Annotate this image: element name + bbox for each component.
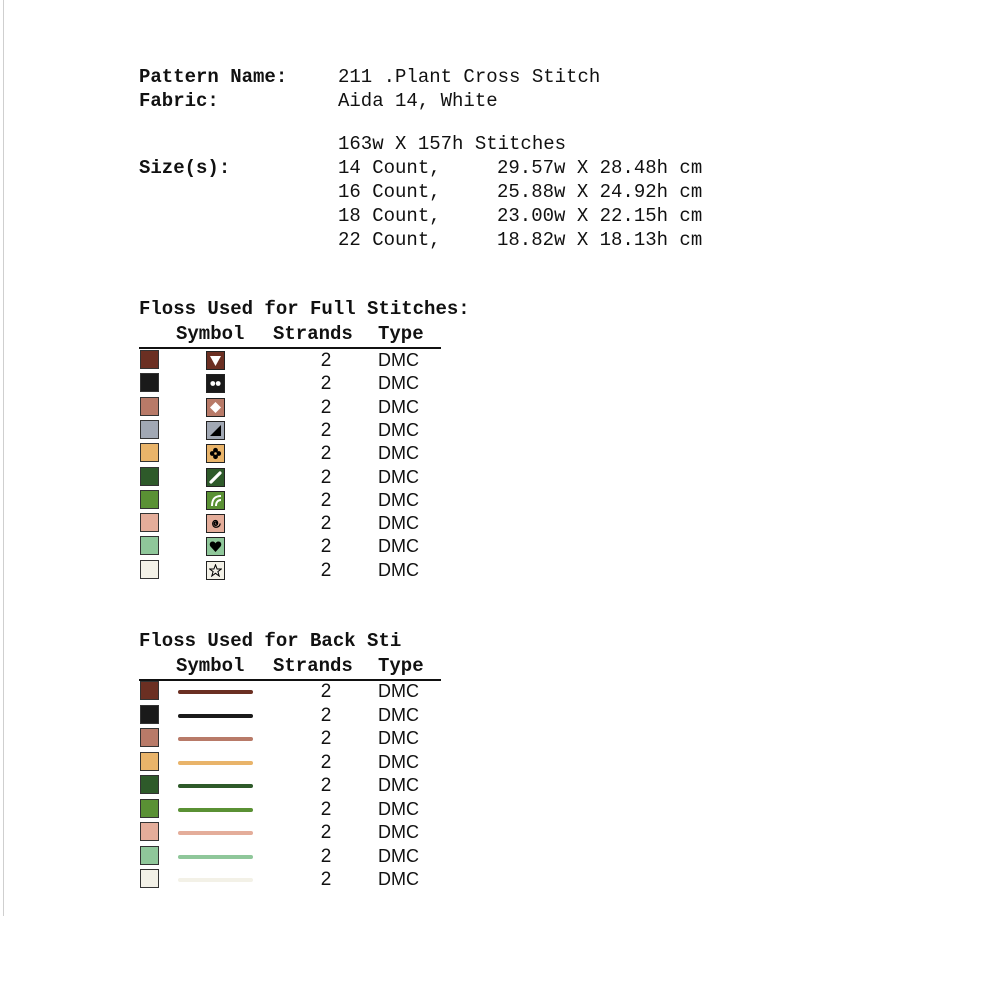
slash-icon: [206, 468, 225, 487]
pattern-name-value: 211 .Plant Cross Stitch: [338, 66, 601, 88]
two-dots-icon: [206, 374, 225, 393]
color-swatch: [140, 490, 159, 509]
floss-row: [139, 680, 439, 703]
full-col-strands: Strands: [273, 323, 353, 345]
back-stitch-line: [178, 808, 253, 812]
full-col-symbol: Symbol: [176, 323, 245, 345]
size-label: Size(s):: [139, 157, 231, 179]
strands-value: 2: [320, 443, 332, 465]
color-swatch: [140, 822, 159, 841]
back-stitch-line: [178, 761, 253, 765]
color-swatch: [140, 513, 159, 532]
floss-row: [139, 821, 439, 844]
color-swatch: [140, 373, 159, 392]
corner-triangle-icon: [206, 421, 225, 440]
type-value: DMC: [378, 822, 419, 842]
stitch-count: 163w X 157h Stitches: [338, 133, 567, 155]
back-col-type: Type: [378, 655, 424, 677]
type-value: DMC: [378, 869, 419, 889]
strands-value: 2: [320, 822, 332, 843]
full-stitches-title: Floss Used for Full Stitches:: [139, 298, 470, 320]
type-value: DMC: [378, 536, 419, 557]
size-dims: 25.88w X 24.92h cm: [497, 181, 703, 203]
floss-row: [139, 774, 439, 797]
strands-value: 2: [320, 751, 332, 773]
color-swatch: [140, 799, 159, 818]
full-col-type: Type: [378, 323, 424, 345]
color-swatch: [140, 350, 159, 369]
size-count: 14 Count,: [338, 157, 441, 179]
floss-row: [139, 349, 439, 372]
size-count: 18 Count,: [338, 205, 441, 227]
back-stitch-line: [178, 855, 253, 859]
strands-value: 2: [320, 466, 332, 488]
floss-row: [139, 535, 439, 558]
floss-row: [139, 868, 439, 891]
type-value: DMC: [378, 350, 419, 370]
strands-value: 2: [320, 559, 332, 581]
type-value: DMC: [378, 443, 419, 464]
color-swatch: [140, 536, 159, 555]
floss-row: [139, 751, 439, 774]
back-col-symbol: Symbol: [176, 655, 245, 677]
floss-row: [139, 489, 439, 512]
type-value: DMC: [378, 466, 419, 487]
arc-icon: [206, 491, 225, 510]
strands-value: 2: [320, 350, 332, 371]
strands-value: 2: [320, 373, 332, 395]
strands-value: 2: [320, 798, 332, 820]
strands-value: 2: [320, 681, 332, 702]
spiral-icon: [206, 514, 225, 533]
color-swatch: [140, 846, 159, 865]
floss-row: [139, 442, 439, 465]
color-swatch: [140, 443, 159, 462]
page-edge: [3, 0, 4, 916]
color-swatch: [140, 560, 159, 579]
floss-row: [139, 798, 439, 821]
color-swatch: [140, 467, 159, 486]
type-value: DMC: [378, 681, 419, 701]
type-value: DMC: [378, 751, 419, 772]
strands-value: 2: [320, 513, 332, 535]
back-stitch-line: [178, 714, 253, 718]
color-swatch: [140, 420, 159, 439]
flower-icon: [206, 444, 225, 463]
floss-row: [139, 845, 439, 868]
fabric-label: Fabric:: [139, 90, 219, 112]
floss-row: [139, 372, 439, 395]
star-icon: [206, 561, 225, 580]
pattern-name-label: Pattern Name:: [139, 66, 288, 88]
size-dims: 23.00w X 22.15h cm: [497, 205, 703, 227]
diamond-icon: [206, 398, 225, 417]
size-count: 16 Count,: [338, 181, 441, 203]
floss-row: [139, 704, 439, 727]
strands-value: 2: [320, 775, 332, 796]
floss-row: [139, 419, 439, 442]
strands-value: 2: [320, 845, 332, 867]
color-swatch: [140, 752, 159, 771]
floss-row: [139, 396, 439, 419]
strands-value: 2: [320, 419, 332, 441]
size-dims: 29.57w X 28.48h cm: [497, 157, 703, 179]
type-value: DMC: [378, 704, 419, 725]
strands-value: 2: [320, 489, 332, 511]
triangle-down-icon: [206, 351, 225, 370]
back-stitch-line: [178, 878, 253, 882]
strands-value: 2: [320, 396, 332, 418]
size-count: 22 Count,: [338, 229, 441, 251]
color-swatch: [140, 705, 159, 724]
type-value: DMC: [378, 513, 419, 534]
type-value: DMC: [378, 396, 419, 417]
floss-row: [139, 466, 439, 489]
type-value: DMC: [378, 775, 419, 795]
back-stitch-line: [178, 784, 253, 788]
back-stitch-line: [178, 737, 253, 741]
floss-row: [139, 727, 439, 750]
back-col-strands: Strands: [273, 655, 353, 677]
color-swatch: [140, 681, 159, 700]
color-swatch: [140, 775, 159, 794]
type-value: DMC: [378, 845, 419, 866]
color-swatch: [140, 397, 159, 416]
back-stitch-line: [178, 831, 253, 835]
back-stitch-line: [178, 690, 253, 694]
type-value: DMC: [378, 419, 419, 440]
heart-icon: [206, 537, 225, 556]
type-value: DMC: [378, 373, 419, 394]
strands-value: 2: [320, 728, 332, 749]
strands-value: 2: [320, 704, 332, 726]
color-swatch: [140, 728, 159, 747]
type-value: DMC: [378, 728, 419, 748]
strands-value: 2: [320, 536, 332, 558]
strands-value: 2: [320, 869, 332, 890]
color-swatch: [140, 869, 159, 888]
type-value: DMC: [378, 798, 419, 819]
fabric-value: Aida 14, White: [338, 90, 498, 112]
floss-row: [139, 559, 439, 582]
type-value: DMC: [378, 559, 419, 580]
back-stitches-title: Floss Used for Back Sti: [139, 630, 402, 652]
type-value: DMC: [378, 489, 419, 510]
floss-row: [139, 512, 439, 535]
size-dims: 18.82w X 18.13h cm: [497, 229, 703, 251]
